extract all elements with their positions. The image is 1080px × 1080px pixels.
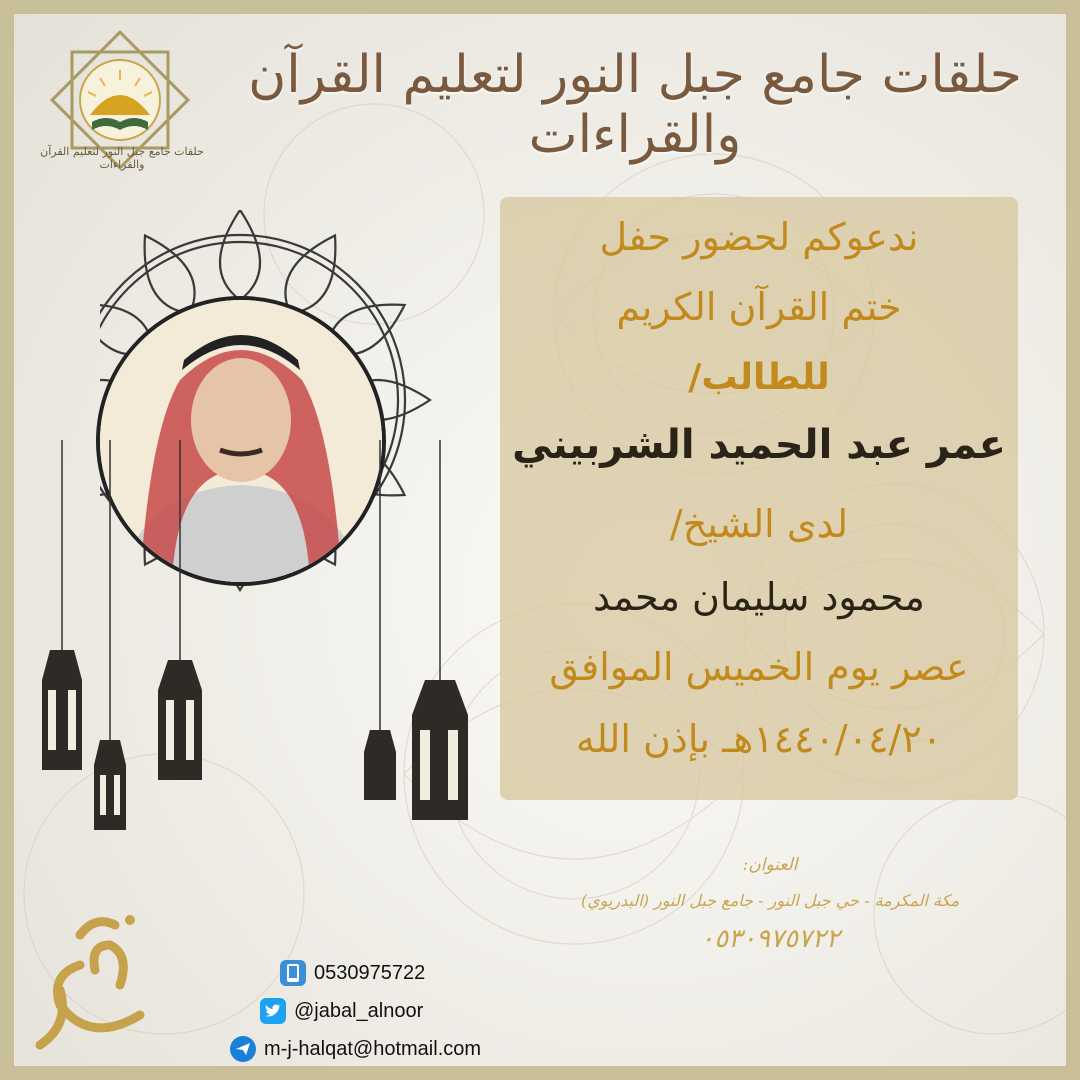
address-phone: ٠٥٣٠٩٧٥٧٢٢ bbox=[700, 924, 840, 954]
messenger-icon bbox=[230, 1036, 256, 1062]
contact-email[interactable] bbox=[230, 1034, 481, 1064]
address-block bbox=[520, 855, 1020, 954]
twitter-icon bbox=[260, 998, 286, 1024]
contact-twitter[interactable] bbox=[260, 996, 423, 1026]
address-value: مكة المكرمة - حي جبل النور - جامع جبل النور (البدريوي) bbox=[580, 891, 960, 910]
invite-line: ندعوكم لحضور حفل bbox=[599, 215, 919, 259]
date-line: ١٤٤٠/٠٤/٢٠هـ بإذن الله bbox=[575, 717, 943, 761]
phone-number: 0530975722 bbox=[314, 961, 426, 984]
twitter-handle: @jabal_alnoor bbox=[294, 999, 424, 1022]
phone-icon bbox=[280, 960, 306, 986]
page-title: حلقات جامع جبل النور لتعليم القرآن والقراءات bbox=[248, 45, 1022, 165]
student-name: عمر عبد الحميد الشربيني bbox=[512, 422, 1006, 468]
occasion-line: ختم القرآن الكريم bbox=[616, 285, 902, 329]
teacher-name: محمود سليمان محمد bbox=[593, 575, 925, 619]
time-line: عصر يوم الخميس الموافق bbox=[549, 645, 969, 689]
address-label: العنوان: bbox=[742, 855, 798, 875]
student-label: للطالب/ bbox=[688, 357, 830, 398]
contact-phone[interactable] bbox=[280, 958, 425, 988]
teacher-label: لدى الشيخ/ bbox=[669, 502, 849, 546]
email-address: m-j-halqat@hotmail.com bbox=[264, 1037, 482, 1060]
calligraphy-mark bbox=[20, 895, 170, 1055]
invitation-panel bbox=[500, 197, 1018, 800]
logo-caption: حلقات جامع جبل النور لتعليم القرآن والقراءات bbox=[40, 145, 204, 171]
lanterns-decoration bbox=[20, 440, 500, 870]
